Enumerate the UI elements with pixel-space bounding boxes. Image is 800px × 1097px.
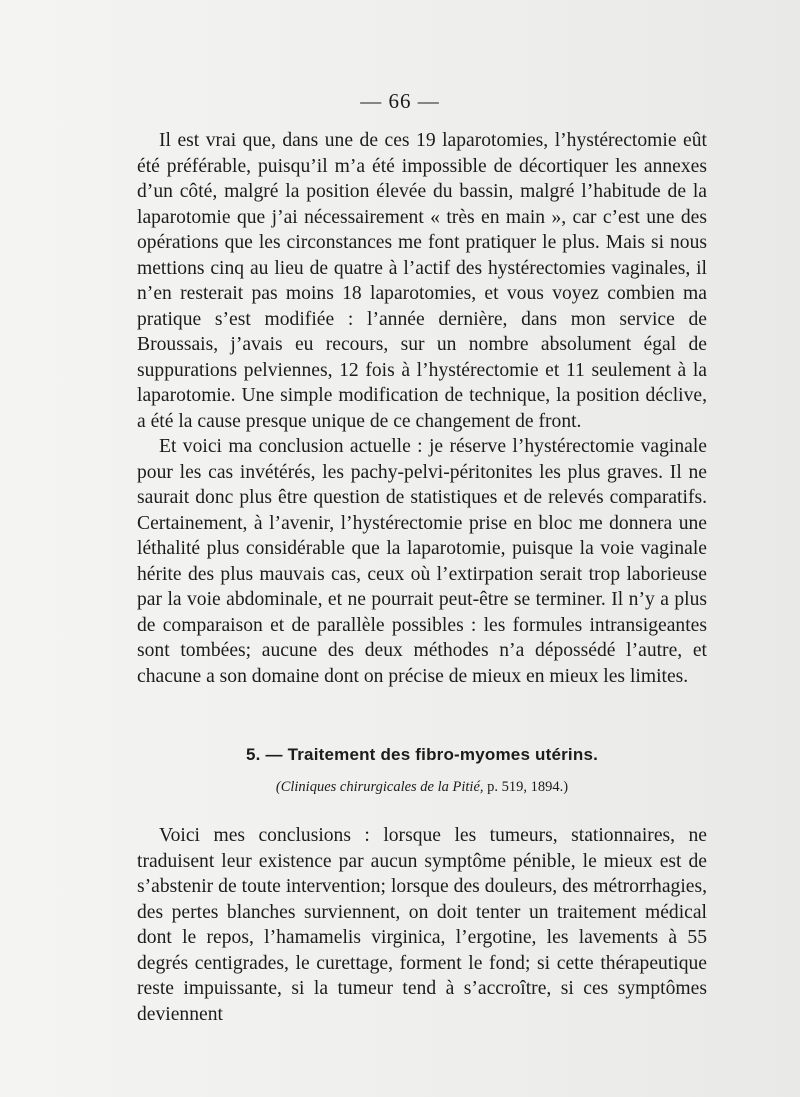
- section-heading: 5. — Traitement des fibro-myomes utérins.: [245, 745, 599, 764]
- body-text: [137, 128, 707, 689]
- source-reference: p. 519, 1894.): [483, 779, 569, 795]
- paragraph-conclusion: Et voici ma conclusion actuelle : je réserve l’hystérectomie vaginale pour les cas invétérés, les pachy-pelvi-péritonites les plus graves. Il ne saurait donc plus être question de statistiques et de relevés comparatifs. Certainement, à l’avenir, l’hystérectomie prise en bloc me donnera une léthalité plus considérable que la laparotomie, puisque la voie vaginale hérite des plus mauvais cas, ceux où l’extirpation serait trop laborieuse par la voie abdominale, et ne pourrait peut-être se terminer. Il n’y a plus de comparaison et de parallèle possibles : les formules intransigeantes sont tombées; aucune des deux méthodes n’a dépossédé l’autre, et chacune a son domaine dont on précise de mieux en mieux les limites.: [137, 436, 707, 687]
- source-title: (Cliniques chirurgicales de la Pitié,: [275, 779, 484, 795]
- page-number: — 66 —: [360, 89, 440, 113]
- paragraph-fibromyoma-conclusions: Voici mes conclusions : lorsque les tumeurs, stationnaires, ne traduisent leur existence par aucun symptôme pénible, le mieux est de s’abstenir de toute intervention; lorsque des douleurs, des métrorrhagies, des pertes blanches surviennent, on doit tenter un traitement médical dont le repos, l’hamamelis virginica, l’ergotine, les lavements à 55 degrés centigrades, le curettage, forment le fond; si cette thérapeutique reste impuissante, si la tumeur tend à s’accroître, si ces symptômes deviennent: [137, 825, 707, 1025]
- paragraph-hysterectomy-laparotomy: Il est vrai que, dans une de ces 19 laparotomies, l’hystérectomie eût été préférable, puisqu’il m’a été impossible de décortiquer les annexes d’un côté, malgré la position élevée du bassin, malgré l’habitude de la laparotomie que j’ai nécessairement « très en main », car c’est une des opérations que les circonstances me font pratiquer le plus. Mais si nous mettions cinq au lieu de quatre à l’actif des hystérectomies vaginales, il n’en resterait pas moins 18 laparotomies, et vous voyez combien ma pratique s’est modifiée : l’année dernière, dans mon service de Broussais, j’avais eu recours, sur un nombre absolument égal de suppurations pelviennes, 12 fois à l’hystérectomie et 11 seulement à la laparotomie. Une simple modification de technique, la position déclive, a été la cause presque unique de ce changement de front.: [137, 130, 707, 432]
- section-body-text: [137, 823, 707, 1027]
- source-citation: [137, 779, 707, 796]
